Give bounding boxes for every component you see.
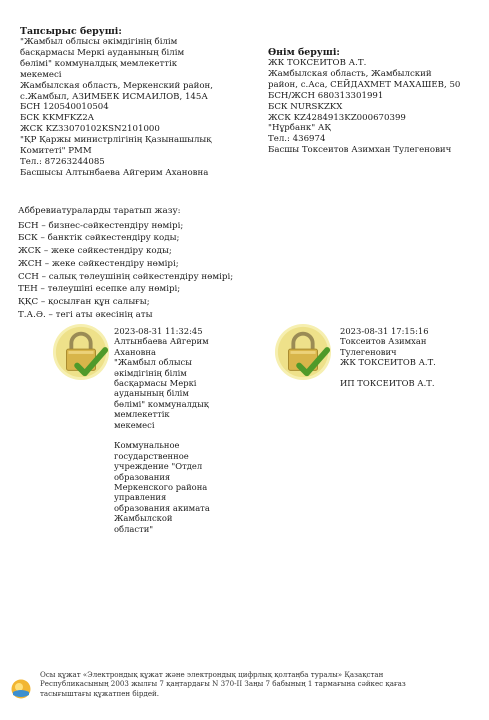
customer-detail-line: Жамбылская область, Меркенский район,	[20, 80, 213, 91]
signature-left-signer	[114, 336, 210, 430]
customer-detail-line: Тел.: 87263244085	[20, 156, 105, 167]
signature-right-signer	[340, 336, 436, 367]
padlock-checkmark-seal-icon	[274, 323, 332, 381]
signature-right-line: ЖК ТОКСЕИТОВ А.Т.	[340, 357, 436, 368]
abbreviations-block	[18, 205, 233, 321]
signature-right-timestamp: 2023-08-31 17:15:16	[340, 326, 429, 336]
customer-detail-line: БСН 120540010504	[20, 102, 109, 113]
supplier-block	[268, 47, 483, 156]
signature-left-line: Ахановна	[114, 346, 156, 357]
abbreviation-item: БСК – банктік сәйкестендіру коды;	[18, 233, 180, 244]
signature-left	[114, 326, 210, 534]
customer-detail-line: бөлімі" коммуналдық мемлекеттік	[20, 58, 178, 69]
signature-left-line: государственное	[114, 450, 189, 461]
signature-right-line: Токсеитов Азимхан	[340, 336, 427, 347]
supplier-detail-line: Тел.: 436974	[268, 134, 326, 145]
signature-left-line: мемлекеттік	[114, 409, 170, 420]
signature-left-line: области"	[114, 523, 154, 534]
abbreviation-item: ЖСК – жеке сәйкестендіру коды;	[18, 246, 172, 257]
supplier-detail-line: БСН/ЖСН 680313301991	[268, 90, 384, 101]
signature-left-organization	[114, 440, 210, 534]
abbreviation-item: ЖСН – жеке сәйкестендіру нөмірі;	[18, 258, 179, 269]
footer-line: Республикасының 2003 жылғы 7 қаңтардағы N 370-II Заңы 7 бабының 1 тармағына сәйкес қағаз	[40, 679, 406, 689]
customer-detail-line: ЖСК KZ33070102KSN2101000	[20, 124, 160, 135]
supplier-heading: Өнім беруші:	[268, 47, 340, 58]
abbreviations-title: Аббревиатураларды таратып жазу:	[18, 206, 181, 216]
customer-details	[20, 37, 255, 179]
signature-left-line: учреждение "Отдел	[114, 461, 203, 472]
abbreviation-item: ССН – салық төлеушінің сәйкестендіру нөмірі;	[18, 271, 234, 282]
customer-detail-line: мекемесі	[20, 69, 62, 80]
customer-detail-line: БСК KKMFKZ2A	[20, 113, 94, 124]
customer-detail-line: Комитеті" РММ	[20, 146, 92, 157]
signature-left-line: Коммунальное	[114, 440, 180, 451]
signature-left-line: басқармасы Меркі	[114, 378, 197, 389]
signature-left-line: ауданының білім	[114, 388, 189, 399]
supplier-detail-line: Басшы Токсеитов Азимхан Тулегенович	[268, 145, 452, 156]
customer-detail-line: "ҚР Қаржы министрлігінің Қазынашылық	[20, 135, 212, 146]
footer-line: тасығыштағы құжатпен бірдей.	[40, 688, 160, 698]
customer-block	[20, 26, 255, 179]
signature-right	[340, 326, 436, 388]
signature-right-organization	[340, 378, 436, 388]
customer-detail-line: "Жамбыл облысы әкімдігінің білім	[20, 37, 178, 47]
signature-left-timestamp: 2023-08-31 11:32:45	[114, 326, 203, 336]
egov-sun-logo-icon	[11, 679, 31, 699]
signature-left-line: "Жамбыл облысы	[114, 357, 192, 368]
supplier-details	[268, 58, 483, 156]
signature-left-line: Жамбылской	[114, 513, 173, 524]
signature-left-line: мекемесі	[114, 419, 155, 430]
signature-left-line: образования	[114, 471, 171, 482]
signature-left-line: әкімдігінің білім	[114, 367, 187, 378]
supplier-detail-line: Жамбылская область, Жамбылский	[268, 68, 432, 79]
legal-footer	[40, 670, 406, 698]
abbreviation-item: ҚҚС – қосылған құн салығы;	[18, 296, 150, 307]
legal-footer-text	[40, 670, 406, 698]
supplier-detail-line: "Нұрбанк" АҚ	[268, 123, 332, 134]
footer-line: Осы құжат «Электрондық құжат және электрондық цифрлық қолтаңба туралы» Қазақстан	[40, 670, 384, 679]
abbreviation-item: ТЕН – төлеушіні есепке алу нөмірі;	[18, 284, 181, 295]
abbreviation-item: БСН – бизнес-сәйкестендіру нөмірі;	[18, 220, 184, 231]
supplier-detail-line: ЖСК KZ4284913KZ000670399	[268, 112, 406, 123]
customer-detail-line: с.Жамбыл, АЗИМБЕК ИСМАИЛОВ, 145А	[20, 91, 208, 102]
signature-left-line: Алтынбаева Айгерим	[114, 336, 209, 347]
signature-left-line: образования акимата	[114, 502, 210, 513]
customer-detail-line: Басшысы Алтынбаева Айгерим Ахановна	[20, 167, 209, 178]
signature-left-line: Меркенского района	[114, 482, 208, 493]
abbreviation-item: Т.А.Ә. – тегі аты әкесінің аты	[18, 309, 153, 320]
supplier-detail-line: район, с.Аса, СЕЙДАХМЕТ МАХАШЕВ, 50	[268, 79, 461, 90]
signature-right-line: Тулегенович	[340, 346, 397, 357]
abbreviations-list	[18, 220, 233, 322]
padlock-checkmark-seal-icon	[52, 323, 110, 381]
signature-left-line: управления	[114, 492, 167, 503]
customer-heading: Тапсырыс беруші:	[20, 26, 122, 37]
supplier-detail-line: ЖК ТОКСЕИТОВ А.Т.	[268, 58, 367, 68]
signature-right-line: ИП ТОКСЕИТОВ А.Т.	[340, 378, 435, 389]
customer-detail-line: басқармасы Меркі ауданының білім	[20, 47, 185, 58]
signature-left-line: бөлімі" коммуналдық	[114, 398, 209, 409]
supplier-detail-line: БСК NURSKZKX	[268, 101, 343, 112]
